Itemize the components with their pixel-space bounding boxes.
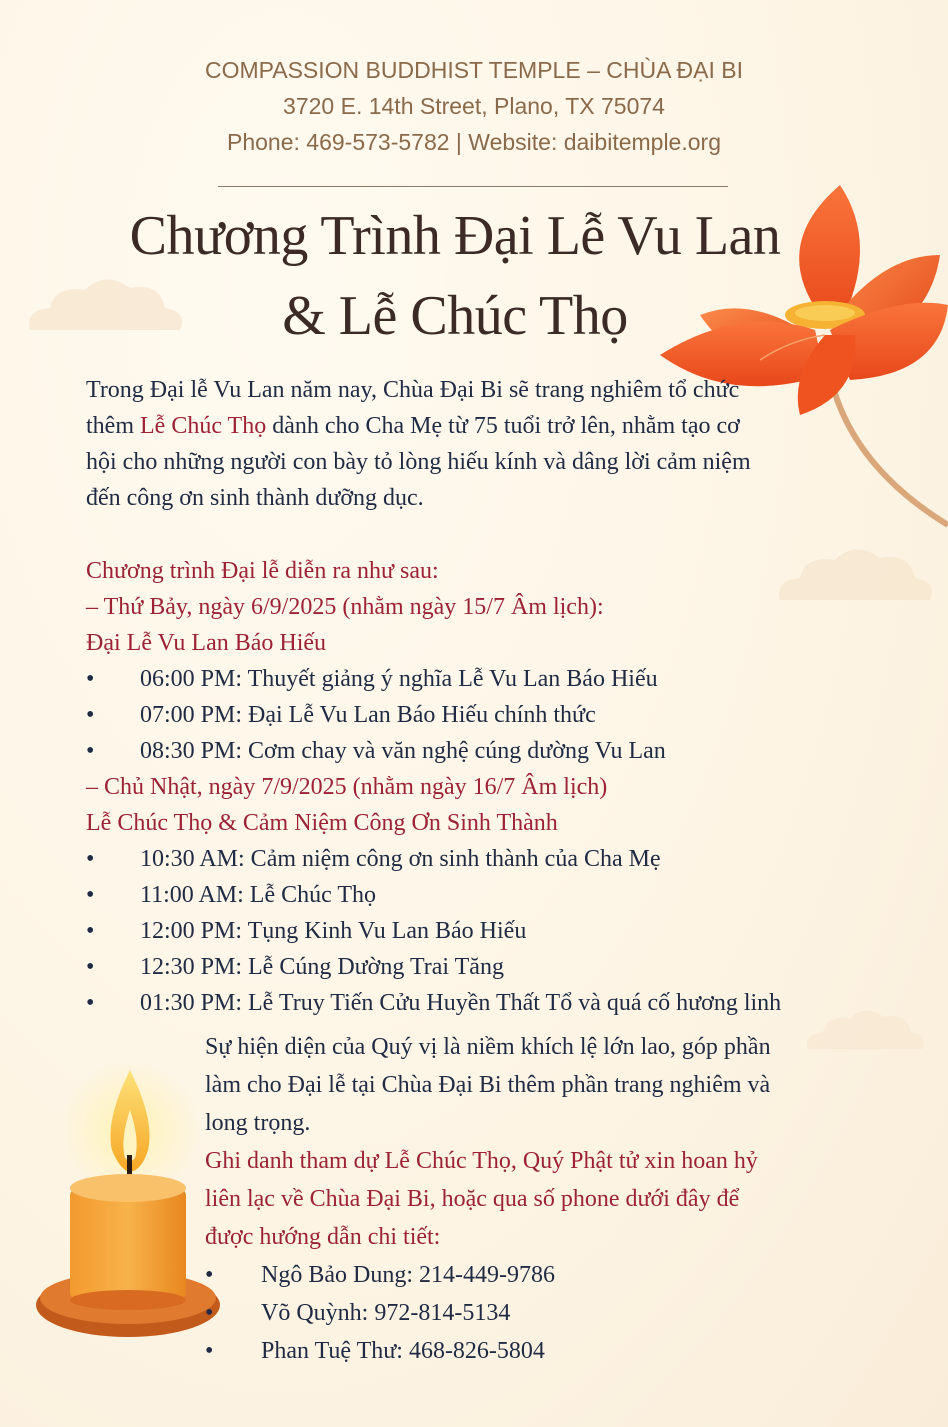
registration-line: Ghi danh tham dự Lễ Chúc Thọ, Quý Phật tử xin hoan hỷ	[205, 1148, 758, 1174]
schedule-item	[86, 877, 906, 913]
schedule-item-text: 12:00 PM: Tụng Kinh Vu Lan Báo Hiếu	[140, 918, 527, 944]
registration-line: được hướng dẫn chi tiết:	[205, 1224, 441, 1250]
temple-header	[0, 52, 948, 160]
schedule-item	[86, 913, 906, 949]
closing-line: Sự hiện diện của Quý vị là niềm khích lệ lớn lao, góp phần	[205, 1034, 771, 1060]
closing-line: làm cho Đại lễ tại Chùa Đại Bi thêm phần trang nghiêm và	[205, 1072, 771, 1098]
intro-highlight: Lễ Chúc Thọ	[140, 413, 267, 439]
bullet: •	[86, 954, 95, 980]
contact-text: Võ Quỳnh: 972-814-5134	[261, 1300, 511, 1326]
title-line-2: & Lễ Chúc Thọ	[282, 285, 628, 347]
program-heading: Chương trình Đại lễ diễn ra như sau:	[86, 558, 439, 584]
schedule-item-text: 10:30 AM: Cảm niệm công ơn sinh thành của Cha Mẹ	[140, 846, 661, 872]
day1-date: – Thứ Bảy, ngày 6/9/2025 (nhằm ngày 15/7 Âm lịch):	[86, 594, 604, 620]
bullet: •	[86, 846, 95, 872]
bullet: •	[86, 918, 95, 944]
contact-item	[205, 1294, 895, 1332]
temple-name: COMPASSION BUDDHIST TEMPLE – CHÙA ĐẠI BI	[204, 57, 744, 83]
temple-address: 3720 E. 14th Street, Plano, TX 75074	[283, 93, 665, 119]
bullet: •	[86, 882, 95, 908]
contact-text: Phan Tuệ Thư: 468-826-5804	[261, 1338, 545, 1364]
schedule-item	[86, 661, 906, 697]
schedule-item	[86, 841, 906, 877]
intro-text: dành cho Cha Mẹ từ 75 tuổi trở lên, nhằm tạo cơ	[266, 413, 740, 439]
schedule-item-text: 08:30 PM: Cơm chay và văn nghệ cúng dường Vu Lan	[140, 738, 666, 764]
schedule-item	[86, 985, 906, 1021]
page-title	[0, 196, 910, 356]
contact-list	[205, 1256, 895, 1370]
contact-text: Ngô Bảo Dung: 214-449-9786	[261, 1262, 555, 1288]
registration-line: liên lạc về Chùa Đại Bi, hoặc qua số phone dưới đây để	[205, 1186, 740, 1212]
schedule-item-text: 11:00 AM: Lễ Chúc Thọ	[140, 882, 376, 908]
bullet: •	[86, 738, 95, 764]
schedule-item	[86, 697, 906, 733]
bullet: •	[205, 1262, 214, 1288]
intro-line: đến công ơn sinh thành dưỡng dục.	[86, 485, 424, 511]
intro-line: hội cho những người con bày tỏ lòng hiếu kính và dâng lời cảm niệm	[86, 449, 751, 475]
schedule-item-text: 01:30 PM: Lễ Truy Tiến Cửu Huyền Thất Tổ và quá cố hương linh	[140, 990, 782, 1016]
day2-date: – Chủ Nhật, ngày 7/9/2025 (nhằm ngày 16/7 Âm lịch)	[86, 774, 608, 800]
schedule-item	[86, 949, 906, 985]
bullet: •	[86, 702, 95, 728]
schedule-item-text: 07:00 PM: Đại Lễ Vu Lan Báo Hiếu chính thức	[140, 702, 596, 728]
bullet: •	[205, 1300, 214, 1326]
title-line-1: Chương Trình Đại Lễ Vu Lan	[129, 205, 781, 267]
bullet: •	[86, 666, 95, 692]
closing-line: long trọng.	[205, 1110, 311, 1136]
intro-paragraph	[86, 372, 846, 516]
contact-item	[205, 1332, 895, 1370]
candle-icon	[30, 1060, 230, 1350]
contact-item	[205, 1256, 895, 1294]
closing-section	[205, 1028, 895, 1370]
schedule-item-text: 06:00 PM: Thuyết giảng ý nghĩa Lễ Vu Lan Báo Hiếu	[140, 666, 658, 692]
schedule-item-text: 12:30 PM: Lễ Cúng Dường Trai Tăng	[140, 954, 504, 980]
intro-text: thêm	[86, 413, 140, 439]
day2-name: Lễ Chúc Thọ & Cảm Niệm Công Ơn Sinh Thành	[86, 810, 558, 836]
intro-line: Trong Đại lễ Vu Lan năm nay, Chùa Đại Bi sẽ trang nghiêm tổ chức	[86, 377, 740, 403]
bullet: •	[86, 990, 95, 1016]
schedule-item	[86, 733, 906, 769]
temple-contact: Phone: 469-573-5782 | Website: daibitemple.org	[227, 129, 721, 155]
intro-line	[86, 408, 846, 444]
bullet: •	[205, 1338, 214, 1364]
day1-name: Đại Lễ Vu Lan Báo Hiếu	[86, 630, 327, 656]
program-schedule	[86, 553, 906, 1021]
